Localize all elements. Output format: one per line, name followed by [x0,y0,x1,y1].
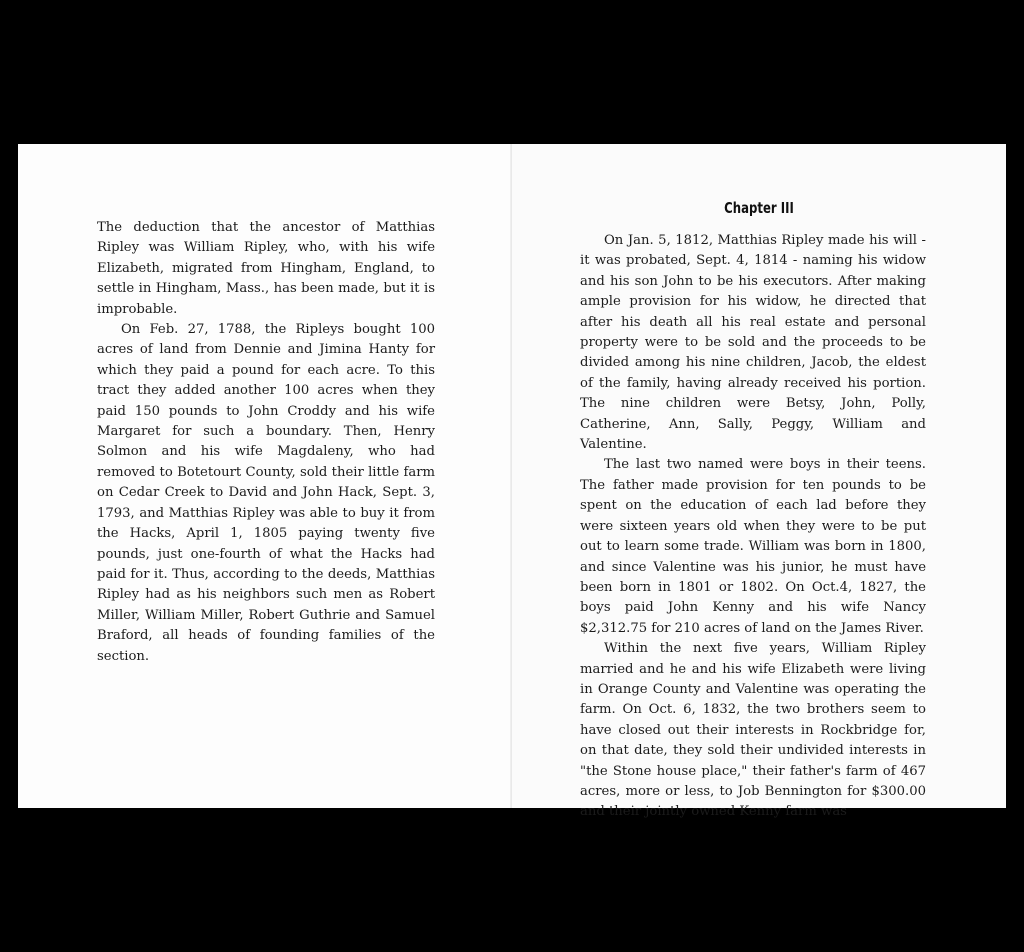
right-paragraph-1: On Jan. 5, 1812, Matthias Ripley made his will - it was probated, Sept. 4, 1814 - naming his widow and his son John to be his executors. After making ample provision for his widow, he directed that after his death all his real estate and personal property were to be sold and the proceeds to be divided among his nine children, Jacob, the eldest of the family, having already received his portion. The nine children were Betsy, John, Polly, Catherine, Ann, Sally, Peggy, William and Valentine. [580,233,926,453]
right-paragraph-2: The last two named were boys in their teens. The father made provision for ten pounds to be spent on the education of each lad before they were sixteen years old when they were to be put out to learn some trade. William was born in 1800, and since Valentine was his junior, he must have been born in 1801 or 1802. On Oct.4, 1827, the boys paid John Kenny and his wife Nancy $2,312.75 for 210 acres of land on the James River. [580,457,926,636]
left-page [18,144,512,808]
right-paragraph-3: Within the next five years, William Ripley married and he and his wife Elizabeth were living in Orange County and Valentine was operating the farm. On Oct. 6, 1832, the two brothers seem to have closed out their interests in Rockbridge for, on that date, they sold their undivided interests in "the Stone house place," their father's farm of 467 acres, more or less, to Job Bennington for $300.00 and their jointly owned Kenny farm was [580,641,926,820]
right-page-text [580,231,926,823]
book-spread [18,144,1006,820]
left-page-text [97,218,435,667]
right-page [512,144,1006,820]
left-paragraph-2: On Feb. 27, 1788, the Ripleys bought 100 acres of land from Dennie and Jimina Hanty for which they paid a pound for each acre. To this tract they added another 100 acres when they paid 150 pounds to John Croddy and his wife Margaret for such a boundary. Then, Henry Solmon and his wife Magdaleny, who had removed to Botetourt County, sold their little farm on Cedar Creek to David and John Hack, Sept. 3, 1793, and Matthias Ripley was able to buy it from the Hacks, April 1, 1805 paying twenty five pounds, just one-fourth of what the Hacks had paid for it. Thus, according to the deeds, Matthias Ripley had as his neighbors such men as Robert Miller, William Miller, Robert Guthrie and Samuel Braford, all heads of founding families of the section. [97,322,435,664]
chapter-title: Chapter III [724,199,794,217]
left-paragraph-1: The deduction that the ancestor of Matthias Ripley was William Ripley, who, with his wife Elizabeth, migrated from Hingham, England, to settle in Hingham, Mass., has been made, but it is improbable. [97,220,435,317]
